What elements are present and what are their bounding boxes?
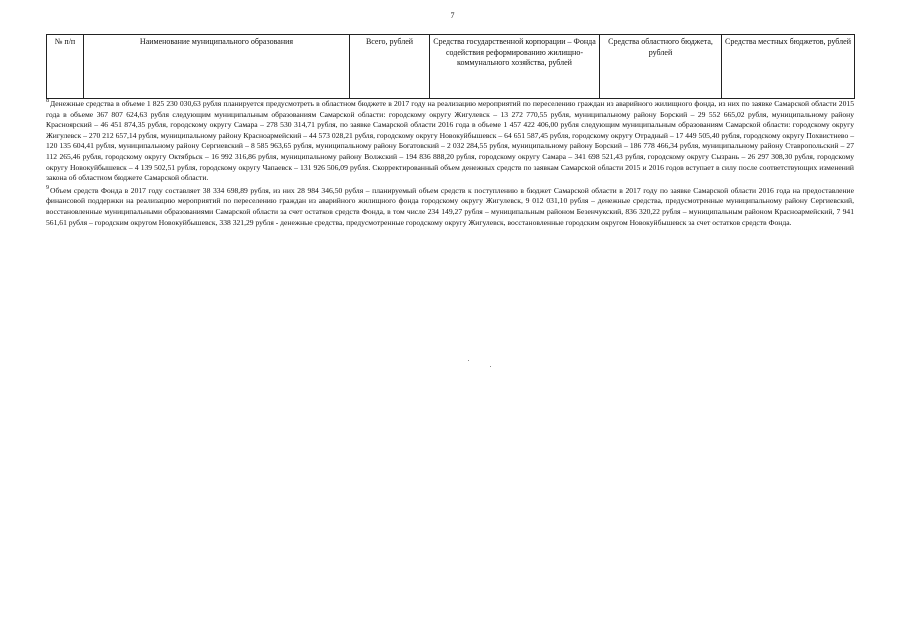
column-header-local-budgets: Средства местных бюджетов, рублей <box>722 35 855 99</box>
footnote-text: Объем средств Фонда в 2017 году составляет 38 334 698,89 рубля, из них 28 984 346,50 рубля – планируемый объем средств к поступлению в бюджет Самарской области в 2017 году по заявке Самарской области 2016 года на предоставление финансовой поддержки на реализацию мероприятий по переселению граждан из аварийного жилищного фонда городскому округу Жигулевск, 9 012 031,10 рубля – денежные средства, предусмотренные муниципальному району Сергиевский, восстановленные муниципальными образованиями Самарской области за счет остатков средств Фонда, в том числе 234 149,27 рубля – муниципальным районом Безенчукский, 836 320,22 рубля – муниципальным районом Красноармейский, 7 941 561,61 рубля – городским округом Новокуйбышевск, 338 321,29 рубля - денежные средства, предусмотренные городскому округу Жигулевск, восстановленные городским округом Новокуйбышевск за счет остатков средств Фонда. <box>46 185 854 227</box>
funding-table-header <box>46 34 855 99</box>
scan-speck <box>490 366 491 367</box>
footnote-text: Денежные средства в объеме 1 825 230 030,63 рубля планируется предусмотреть в областном бюджете в 2017 году на реализацию мероприятий по переселению граждан из аварийного жилищного фонда, из них по заявке Самарской области 2015 года в объеме 367 807 624,63 рубля следующим муниципальным образованиям Самарской области: городскому округу Жигулевск – 13 272 770,55 рубля, муниципальному району Борский – 29 552 665,02 рубля, муниципальному району Красноярский – 46 451 874,35 рубля, городскому округу Самара – 278 530 314,71 рубля, по заявке Самарской области 2016 года в объеме 1 457 422 406,00 рубля следующим муниципальным образованиям Самарской области: городскому округу Жигулевск – 270 212 657,14 рубля, муниципальному району Красноармейский – 44 573 028,21 рубля, городскому округу Новокуйбышевск – 64 651 587,45 рубля, городскому округу Отрадный – 17 449 505,40 рубля, городскому округу Похвистнево – 120 135 604,41 рубля, муниципальному району Сергиевский – 8 585 963,65 рубля, муниципальному району Богатовский – 2 032 284,55 рубля, муниципальному району Борский – 186 778 466,34 рубля, муниципальному району Ставропольский – 27 112 265,46 рубля, городскому округу Октябрьск – 16 992 316,86 рубля, муниципальному району Волжский – 194 836 888,20 рубля, городскому округу Самара – 341 698 521,43 рубля, городскому округу Сызрань – 26 297 308,30 рубля, городскому округу Новокуйбышевск – 4 139 502,51 рубля, городскому округу Чапаевск – 131 926 506,09 рубля. Скорректированный объем денежных средств по заявкам Самарской области 2015 и 2016 годов вступает в силу после соответствующих изменений закона об областном бюджете Самарской области. <box>46 99 854 183</box>
footnote-marker: 9 <box>46 185 49 192</box>
column-header-municipality: Наименование муниципального образования <box>84 35 350 99</box>
column-header-regional-budget: Средства областного бюджета, рублей <box>600 35 722 99</box>
table-header-row <box>47 35 855 99</box>
column-header-total: Всего, рублей <box>350 35 430 99</box>
footnotes-section <box>46 99 854 230</box>
column-header-number: № п/п <box>47 35 84 99</box>
footnote-8 <box>46 99 854 184</box>
page-number: 7 <box>450 11 455 20</box>
footnote-9 <box>46 186 854 228</box>
footnote-marker: 8 <box>46 98 49 105</box>
scan-speck <box>468 360 469 361</box>
column-header-fund-resources: Средства государственной корпорации – Фонда содействия реформированию жилищно-коммунального хозяйства, рублей <box>430 35 600 99</box>
